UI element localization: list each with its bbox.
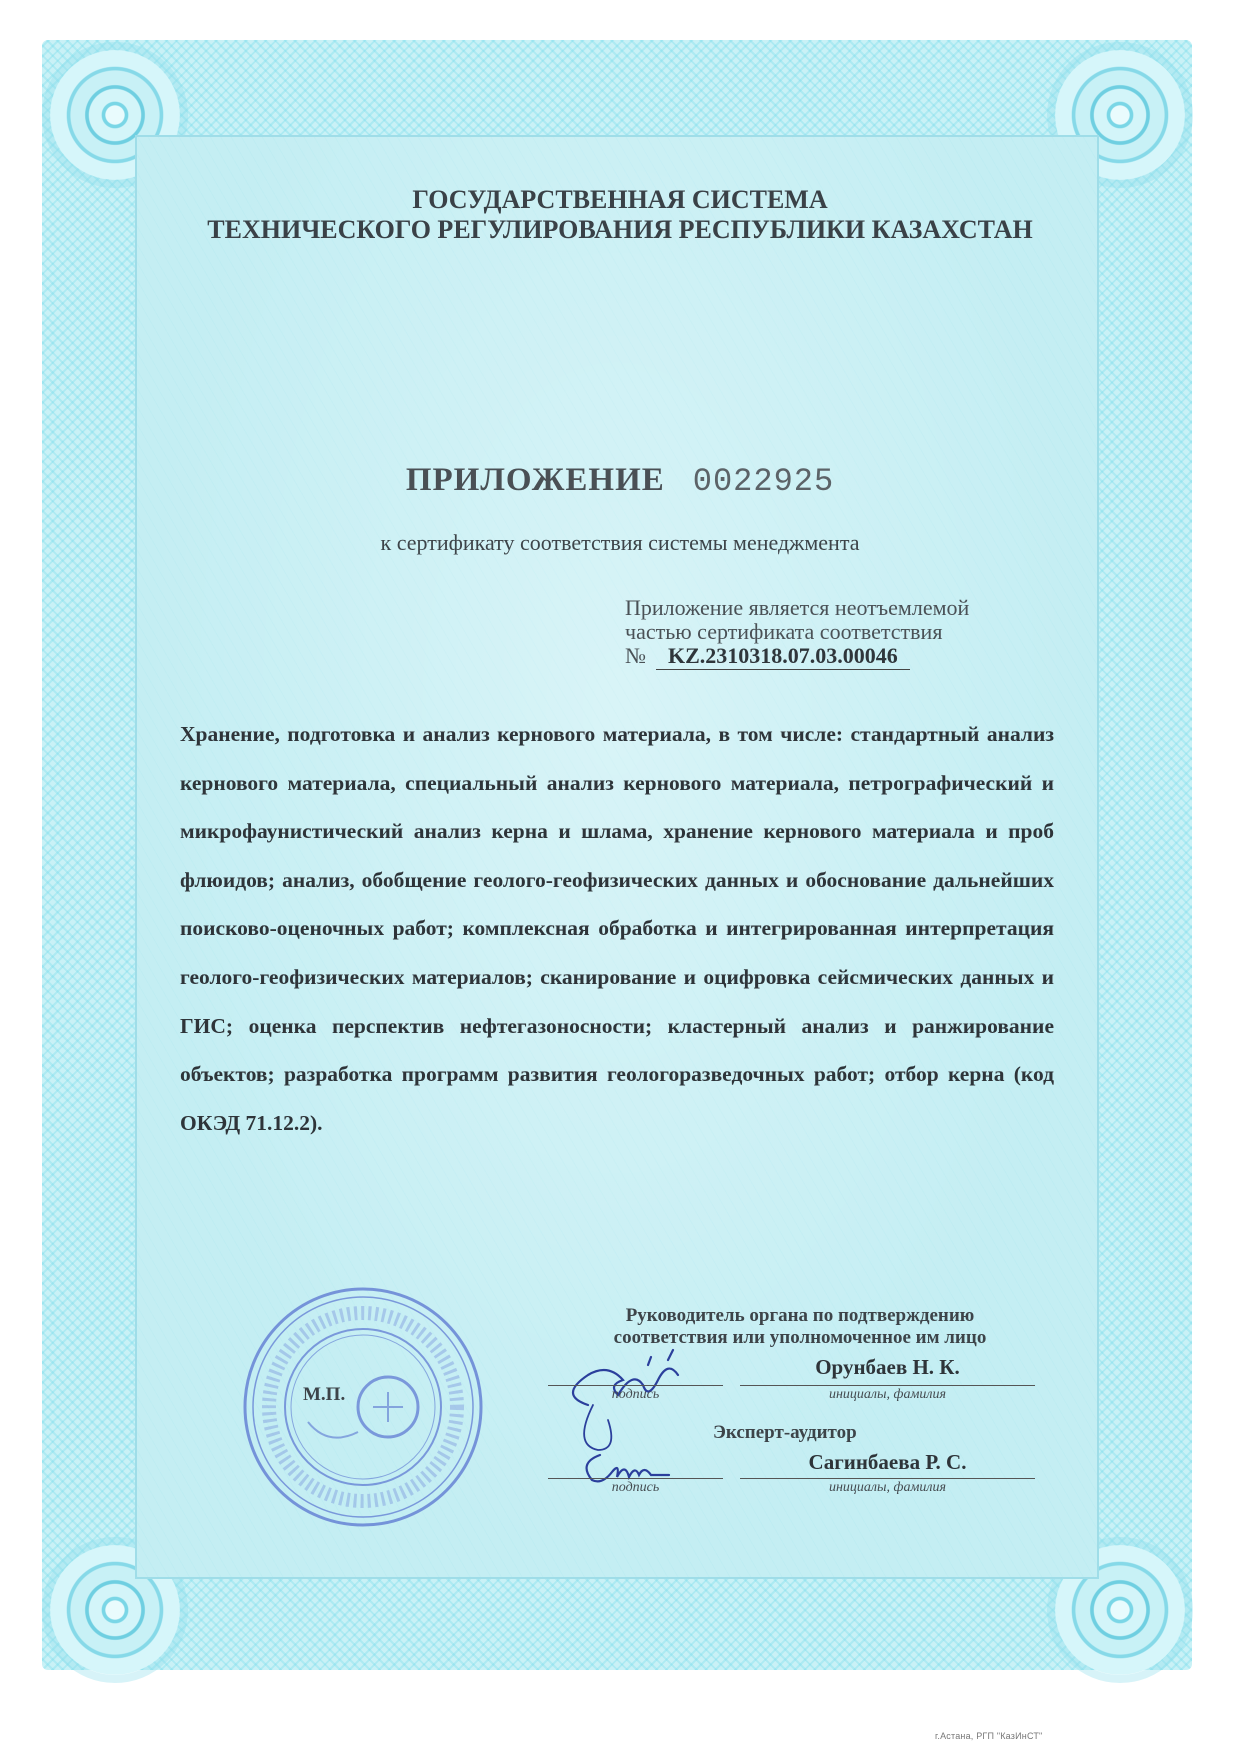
number-sign: № <box>625 643 646 668</box>
header-line-1: ГОСУДАРСТВЕННАЯ СИСТЕМА <box>412 185 828 214</box>
appendix-number: 0022925 <box>692 463 835 500</box>
document-title <box>160 462 1080 500</box>
header-line-2: ТЕХНИЧЕСКОГО РЕГУЛИРОВАНИЯ РЕСПУБЛИКИ КАЗАХСТАН <box>207 215 1033 244</box>
certificate-number: KZ.2310318.07.03.00046 <box>656 644 910 670</box>
stamp-place-label: М.П. <box>303 1384 346 1405</box>
certificate-number-row <box>625 644 1045 670</box>
expert-name: Сагинбаева Р. С. <box>808 1450 967 1474</box>
signature-line <box>548 1385 723 1386</box>
name-caption: инициалы, фамилия <box>828 1387 947 1402</box>
head-of-body-title <box>560 1305 1040 1349</box>
name-caption: инициалы, фамилия <box>828 1480 947 1495</box>
head-title-line-1: Руководитель органа по подтверждению <box>625 1305 975 1326</box>
printer-footer: г.Астана, РГП "КазИнСТ" <box>935 1731 1043 1741</box>
document-subtitle: к сертификату соответствия системы менеджмента <box>380 530 860 555</box>
title-word: ПРИЛОЖЕНИЕ <box>405 462 665 498</box>
appendix-note <box>625 596 1045 670</box>
expert-role: Эксперт-аудитор <box>713 1422 857 1443</box>
note-line-1: Приложение является неотъемлемой <box>625 595 970 620</box>
document-header <box>160 185 1080 245</box>
signature-caption: подпись <box>611 1387 660 1402</box>
signature-line <box>548 1478 723 1479</box>
note-line-2: частью сертификата соответствия <box>625 619 943 644</box>
name-line <box>740 1478 1035 1479</box>
scope-text: Хранение, подготовка и анализ кернового материала, в том числе: стандартный анализ кернового материала, специальный анализ кернового материала, петрографический и микрофаунистический анализ керна и шлама, хранение кернового материала и проб флюидов; анализ, обобщение геолого-геофизических данных и обоснование дальнейших поисково-оценочных работ; комплексная обработка и интегрированная интерпретация геолого-геофизических материалов; сканирование и оцифровка сейсмических данных и ГИС; оценка перспектив нефтегазоносности; кластерный анализ и ранжирование объектов; разработка программ развития геологоразведочных работ; отбор керна (код ОКЭД 71.12.2). <box>180 722 1054 1135</box>
head-name: Орунбаев Н. К. <box>815 1355 960 1379</box>
head-title-line-2: соответствия или уполномоченное им лицо <box>613 1327 987 1348</box>
round-seal-stamp <box>238 1282 488 1532</box>
signature-caption: подпись <box>611 1480 660 1495</box>
name-line <box>740 1385 1035 1386</box>
